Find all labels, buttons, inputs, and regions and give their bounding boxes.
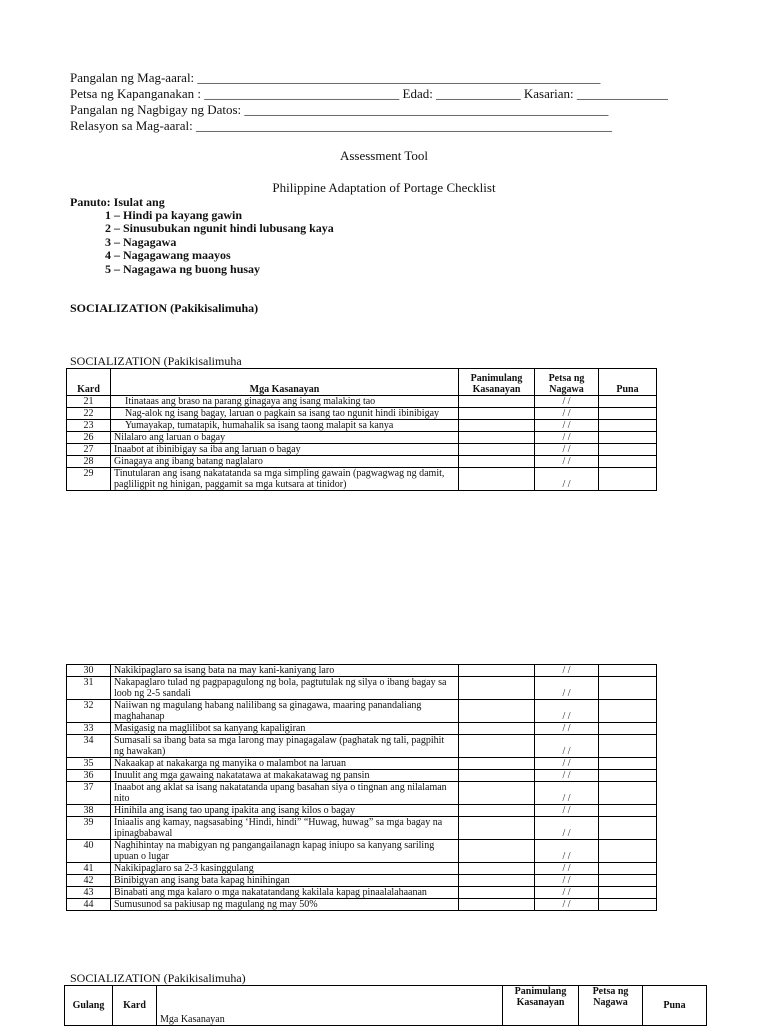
skill-cell: Sumasali sa ibang bata sa mga larong may pinagagalaw (paghatak ng tali, pagpihit ng hawakan): [111, 735, 459, 758]
remarks-cell: [599, 432, 657, 444]
table-row: [67, 875, 657, 887]
remarks-cell: [599, 677, 657, 700]
skill-header: Mga Kasanayan: [157, 986, 503, 1026]
skill-cell: Inaabot ang aklat sa isang nakatatanda upang basahan siya o tingnan ang nilalaman nito: [111, 782, 459, 805]
date-done-cell: / /: [535, 735, 599, 758]
kard-header: Kard: [113, 986, 157, 1026]
date-done-cell: / /: [535, 875, 599, 887]
date-done-cell: / /: [535, 665, 599, 677]
skill-cell: Tinutularan ang isang nakatatanda sa mga simpling gawain (pagwagwag ng damit, pagliligpit ng hinigan, paggamit sa mga kutsara at tinidor): [111, 468, 459, 491]
table-row: [67, 420, 657, 432]
skill-cell: Inaabot at ibinibigay sa iba ang laruan o bagay: [111, 444, 459, 456]
date-done-cell: / /: [535, 677, 599, 700]
initial-skill-cell: [459, 665, 535, 677]
table-row: [67, 735, 657, 758]
table-row: [67, 899, 657, 911]
kard-cell: 39: [67, 817, 111, 840]
date-done-cell: / /: [535, 863, 599, 875]
kard-cell: 44: [67, 899, 111, 911]
skills-table-3: [64, 985, 707, 1026]
table-row: [67, 887, 657, 899]
table1-header-row: [67, 369, 657, 396]
date-done-cell: / /: [535, 840, 599, 863]
remarks-cell: [599, 723, 657, 735]
remarks-cell: [599, 396, 657, 408]
remarks-cell: [599, 875, 657, 887]
date-done-cell: / /: [535, 468, 599, 491]
kard-cell: 32: [67, 700, 111, 723]
remarks-cell: [599, 758, 657, 770]
table-row: [67, 805, 657, 817]
kard-cell: 26: [67, 432, 111, 444]
skill-cell: Naiiwan ng magulang habang nalilibang sa ginagawa, maaring panandaliang maghahanap: [111, 700, 459, 723]
kard-header: Kard: [67, 369, 111, 396]
initial-skill-cell: [459, 396, 535, 408]
instructions-label: Panuto: Isulat ang: [70, 195, 165, 209]
initial-skill-cell: [459, 456, 535, 468]
initial-skill-cell: [459, 408, 535, 420]
table1-caption: SOCIALIZATION (Pakikisalimuha: [70, 354, 242, 368]
date-done-cell: / /: [535, 700, 599, 723]
skill-cell: Hinihila ang isang tao upang ipakita ang isang kilos o bagay: [111, 805, 459, 817]
scale-item-1: 1 – Hindi pa kayang gawin: [105, 208, 243, 222]
skill-cell: Nakaakap at nakakarga ng manyika o malambot na laruan: [111, 758, 459, 770]
remarks-cell: [599, 863, 657, 875]
kard-cell: 38: [67, 805, 111, 817]
initial-skill-cell: [459, 420, 535, 432]
table3-header-row: [65, 986, 707, 1026]
relationship-line: Relasyon sa Mag-aaral: ________________________________________________________________: [70, 118, 612, 133]
remarks-header: Puna: [643, 986, 707, 1026]
date-done-cell: / /: [535, 420, 599, 432]
remarks-cell: [599, 735, 657, 758]
student-name-line: Pangalan ng Mag-aaral: ______________________________________________________________: [70, 70, 601, 85]
scale-item-3: 3 – Nagagawa: [105, 235, 177, 249]
date-done-cell: / /: [535, 899, 599, 911]
initial-skill-header: Panimulang Kasanayan: [503, 986, 579, 1026]
date-done-header: Petsa ng Nagawa: [535, 369, 599, 396]
skill-cell: Naghihintay na mabigyan ng pangangailanagn kapag iniupo sa kanyang sariling upuan o lugar: [111, 840, 459, 863]
date-done-cell: / /: [535, 444, 599, 456]
remarks-cell: [599, 444, 657, 456]
initial-skill-cell: [459, 770, 535, 782]
kard-cell: 37: [67, 782, 111, 805]
table-row: [67, 723, 657, 735]
date-done-cell: / /: [535, 408, 599, 420]
initial-skill-cell: [459, 805, 535, 817]
skill-cell: Nakikipaglaro sa 2-3 kasinggulang: [111, 863, 459, 875]
initial-skill-cell: [459, 444, 535, 456]
remarks-cell: [599, 456, 657, 468]
section-heading: SOCIALIZATION (Pakikisalimuha): [70, 301, 259, 315]
date-done-header: Petsa ng Nagawa: [579, 986, 643, 1026]
date-done-cell: / /: [535, 758, 599, 770]
kard-cell: 23: [67, 420, 111, 432]
skill-cell: Ginagaya ang ibang batang naglalaro: [111, 456, 459, 468]
kard-cell: 42: [67, 875, 111, 887]
skill-header: Mga Kasanayan: [111, 369, 459, 396]
age-header: Gulang: [65, 986, 113, 1026]
table-row: [67, 758, 657, 770]
skill-cell: Nilalaro ang laruan o bagay: [111, 432, 459, 444]
table-row: [67, 444, 657, 456]
kard-cell: 41: [67, 863, 111, 875]
kard-cell: 27: [67, 444, 111, 456]
skill-cell: Yumayakap, tumatapik, humahalik sa isang taong malapit sa kanya: [111, 420, 459, 432]
page-subtitle: Philippine Adaptation of Portage Checklist: [272, 180, 496, 195]
table-row: [67, 456, 657, 468]
skill-cell: Itinataas ang braso na parang ginagaya ang isang malaking tao: [111, 396, 459, 408]
kard-cell: 34: [67, 735, 111, 758]
scale-item-2: 2 – Sinusubukan ngunit hindi lubusang kaya: [105, 221, 334, 235]
remarks-cell: [599, 817, 657, 840]
table-row: [67, 782, 657, 805]
remarks-cell: [599, 408, 657, 420]
skill-cell: Nag-alok ng isang bagay, laruan o pagkain sa isang tao ngunit hindi ibinibigay: [111, 408, 459, 420]
table-row: [67, 840, 657, 863]
date-done-cell: / /: [535, 805, 599, 817]
date-done-cell: / /: [535, 887, 599, 899]
date-done-cell: / /: [535, 817, 599, 840]
date-done-cell: / /: [535, 456, 599, 468]
kard-cell: 40: [67, 840, 111, 863]
initial-skill-cell: [459, 887, 535, 899]
remarks-cell: [599, 840, 657, 863]
table-row: [67, 700, 657, 723]
kard-cell: 35: [67, 758, 111, 770]
table-row: [67, 468, 657, 491]
kard-cell: 30: [67, 665, 111, 677]
table-row: [67, 817, 657, 840]
table3-caption: SOCIALIZATION (Pakikisalimuha): [70, 971, 246, 985]
initial-skill-cell: [459, 899, 535, 911]
date-done-cell: / /: [535, 782, 599, 805]
skill-cell: Masigasig na maglilibot sa kanyang kapaligiran: [111, 723, 459, 735]
remarks-cell: [599, 700, 657, 723]
kard-cell: 36: [67, 770, 111, 782]
remarks-cell: [599, 420, 657, 432]
initial-skill-cell: [459, 863, 535, 875]
skill-cell: Inuulit ang mga gawaing nakatatawa at makakatawag ng pansin: [111, 770, 459, 782]
page-title: Assessment Tool: [339, 148, 429, 163]
kard-cell: 21: [67, 396, 111, 408]
remarks-cell: [599, 770, 657, 782]
table-row: [67, 396, 657, 408]
skills-table-2: [66, 664, 657, 911]
table-row: [67, 408, 657, 420]
initial-skill-cell: [459, 468, 535, 491]
initial-skill-cell: [459, 840, 535, 863]
scale-item-5: 5 – Nagagawa ng buong husay: [105, 262, 261, 276]
kard-cell: 33: [67, 723, 111, 735]
kard-cell: 43: [67, 887, 111, 899]
remarks-cell: [599, 782, 657, 805]
remarks-cell: [599, 805, 657, 817]
date-done-cell: / /: [535, 770, 599, 782]
initial-skill-cell: [459, 735, 535, 758]
initial-skill-cell: [459, 700, 535, 723]
initial-skill-header: Panimulang Kasanayan: [459, 369, 535, 396]
date-done-cell: / /: [535, 432, 599, 444]
kard-cell: 28: [67, 456, 111, 468]
scale-item-4: 4 – Nagagawang maayos: [105, 248, 231, 262]
remarks-cell: [599, 899, 657, 911]
skill-cell: Binibigyan ang isang bata kapag hinihingan: [111, 875, 459, 887]
skill-cell: Iniaalis ang kamay, nagsasabing ‘Hindi, hindi” “Huwag, huwag” sa mga bagay na ipinagbabawal: [111, 817, 459, 840]
initial-skill-cell: [459, 432, 535, 444]
kard-cell: 22: [67, 408, 111, 420]
informant-name-line: Pangalan ng Nagbigay ng Datos: ________________________________________________________: [70, 102, 609, 117]
initial-skill-cell: [459, 758, 535, 770]
initial-skill-cell: [459, 817, 535, 840]
remarks-cell: [599, 887, 657, 899]
remarks-cell: [599, 665, 657, 677]
remarks-header: Puna: [599, 369, 657, 396]
birthdate-age-sex-line: Petsa ng Kapanganakan : ______________________________ Edad: _____________ Kasarian: ______________: [70, 86, 668, 101]
date-done-cell: / /: [535, 396, 599, 408]
initial-skill-cell: [459, 677, 535, 700]
skill-cell: Binabati ang mga kalaro o mga nakatatandang kakilala kapag pinaalalahaanan: [111, 887, 459, 899]
skill-cell: Nakikipaglaro sa isang bata na may kani-kaniyang laro: [111, 665, 459, 677]
table-row: [67, 677, 657, 700]
skill-cell: Sumusunod sa pakiusap ng magulang ng may 50%: [111, 899, 459, 911]
remarks-cell: [599, 468, 657, 491]
table-row: [67, 432, 657, 444]
kard-cell: 31: [67, 677, 111, 700]
initial-skill-cell: [459, 875, 535, 887]
date-done-cell: / /: [535, 723, 599, 735]
initial-skill-cell: [459, 782, 535, 805]
skills-table-1: [66, 368, 657, 491]
kard-cell: 29: [67, 468, 111, 491]
table-row: [67, 770, 657, 782]
table-row: [67, 665, 657, 677]
initial-skill-cell: [459, 723, 535, 735]
table-row: [67, 863, 657, 875]
skill-cell: Nakapaglaro tulad ng pagpapagulong ng bola, pagtutulak ng silya o ibang bagay sa loob ng 2-5 sandali: [111, 677, 459, 700]
